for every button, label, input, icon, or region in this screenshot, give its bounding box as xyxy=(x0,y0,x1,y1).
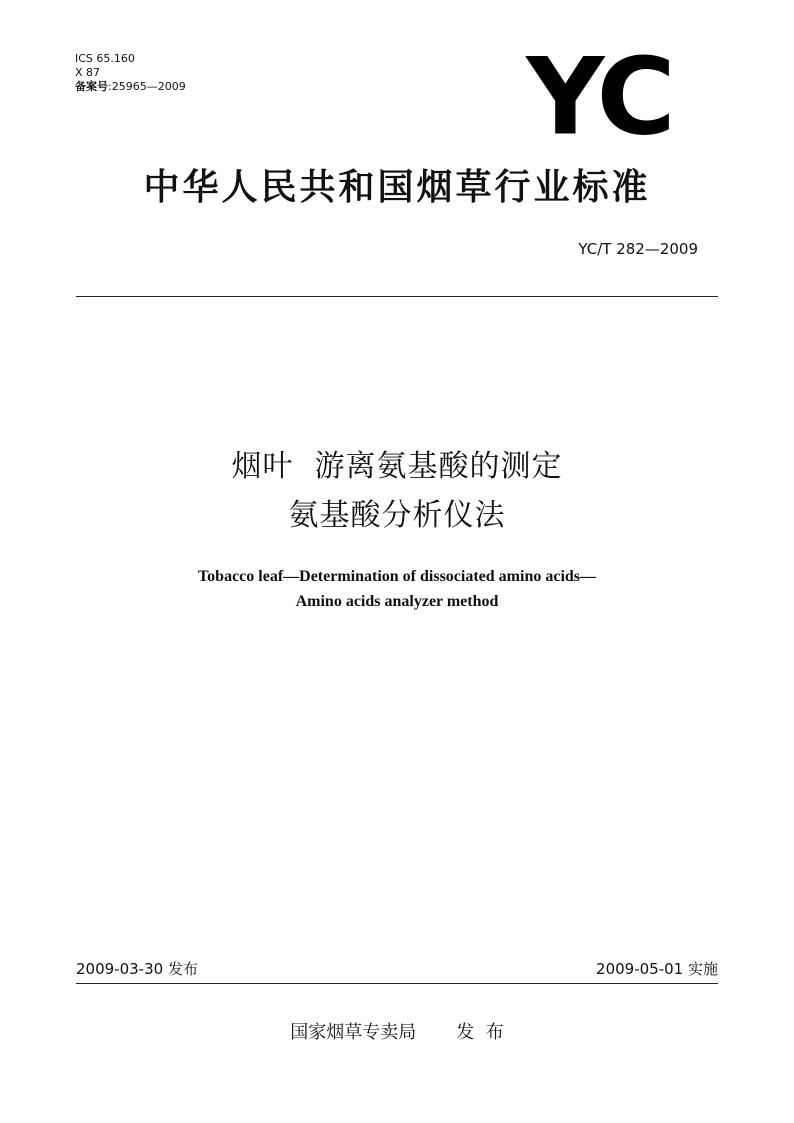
filing-number-label: 备案号 xyxy=(75,80,108,93)
issue-date: 2009-03-30 发布 xyxy=(76,960,198,978)
industry-standard-title: 中华人民共和国烟草行业标准 xyxy=(143,167,651,208)
footer-divider xyxy=(76,983,718,984)
issuer-name: 国家烟草专卖局 xyxy=(290,1022,417,1043)
ics-code: ICS 65.160 xyxy=(75,52,135,65)
issuer-action: 发 布 xyxy=(456,1022,504,1043)
standard-number: YC/T 282—2009 xyxy=(578,240,698,258)
cn-title-line-2: 氨基酸分析仪法 xyxy=(288,498,506,533)
en-title-line-2: Amino acids analyzer method xyxy=(295,593,499,610)
filing-number-value: :25965—2009 xyxy=(108,80,186,93)
en-title-line-1: Tobacco leaf—Determination of dissociated amino acids— xyxy=(197,568,597,585)
cn-title-line-1: 烟叶 游离氨基酸的测定 xyxy=(231,449,563,484)
issuer-line xyxy=(0,1022,794,1044)
yc-logo: YC xyxy=(526,36,672,159)
header-divider xyxy=(76,296,718,297)
filing-number-line xyxy=(75,80,186,93)
classification-code: X 87 xyxy=(75,66,101,79)
effective-date: 2009-05-01 实施 xyxy=(596,960,718,978)
